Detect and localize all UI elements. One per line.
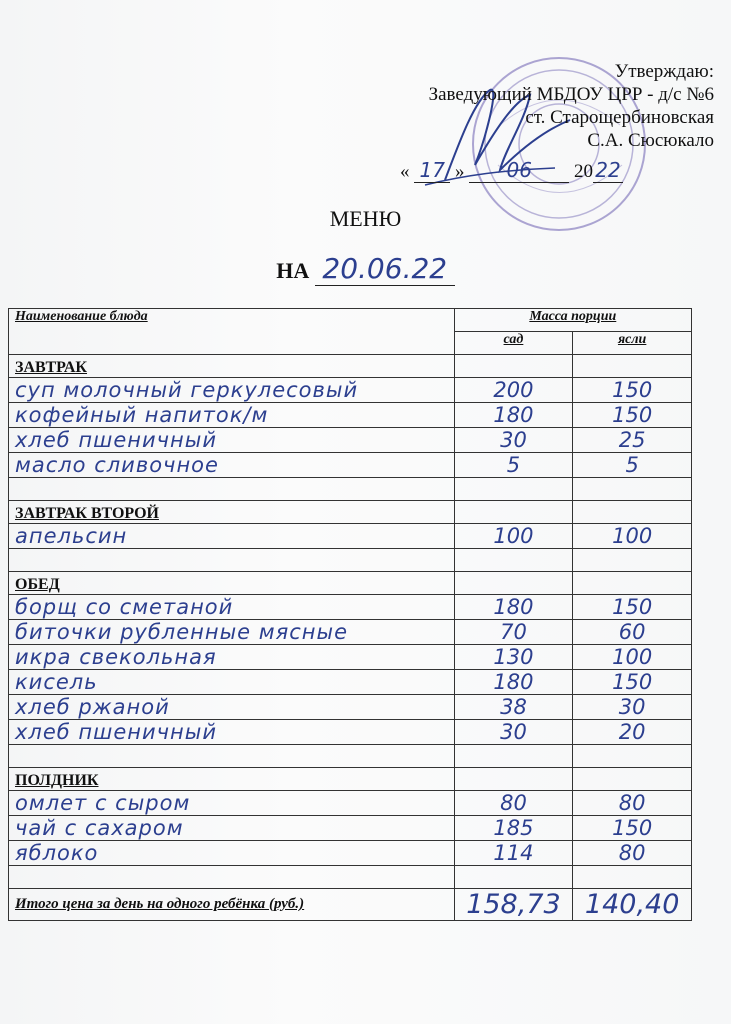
header-portion-mass: Масса порции (454, 309, 691, 332)
empty-cell (454, 866, 573, 889)
dish-name: биточки рубленные мясные (9, 620, 455, 645)
empty-cell (573, 355, 692, 378)
dish-row (9, 791, 692, 816)
dish-row (9, 453, 692, 478)
dish-row (9, 695, 692, 720)
approval-year-prefix: 20 (574, 161, 593, 182)
dish-mass-yasli: 80 (573, 791, 692, 816)
dish-name: масло сливочное (9, 453, 455, 478)
date-quote-close: » (455, 161, 465, 182)
header-yasli: ясли (573, 332, 692, 355)
dish-mass-yasli: 20 (573, 720, 692, 745)
empty-cell (9, 745, 455, 768)
blank-row (9, 745, 692, 768)
empty-cell (454, 745, 573, 768)
dish-row (9, 720, 692, 745)
dish-mass-sad: 80 (454, 791, 573, 816)
dish-mass-yasli: 30 (573, 695, 692, 720)
dish-row (9, 620, 692, 645)
dish-mass-yasli: 5 (573, 453, 692, 478)
menu-date-label: НА (276, 258, 310, 283)
dish-mass-sad: 180 (454, 403, 573, 428)
total-label: Итого цена за день на одного ребёнка (руб.) (9, 889, 455, 921)
empty-cell (573, 501, 692, 524)
blank-row (9, 549, 692, 572)
total-sad: 158,73 (454, 889, 573, 921)
menu-table-body (9, 355, 692, 889)
dish-mass-sad: 5 (454, 453, 573, 478)
approval-day: 17 (414, 158, 450, 183)
total-row (9, 889, 692, 921)
section-title: ПОЛДНИК (9, 768, 455, 791)
dish-mass-yasli: 150 (573, 378, 692, 403)
section-row (9, 572, 692, 595)
dish-mass-sad: 70 (454, 620, 573, 645)
dish-name: хлеб ржаной (9, 695, 455, 720)
dish-mass-sad: 114 (454, 841, 573, 866)
dish-name: кофейный напиток/м (9, 403, 455, 428)
approval-block (429, 60, 714, 152)
approval-date (400, 158, 623, 183)
page-title: МЕНЮ (329, 206, 402, 231)
dish-mass-yasli: 25 (573, 428, 692, 453)
dish-row (9, 841, 692, 866)
dish-mass-yasli: 100 (573, 524, 692, 549)
dish-mass-sad: 180 (454, 595, 573, 620)
dish-mass-yasli: 150 (573, 403, 692, 428)
dish-row (9, 378, 692, 403)
header-sad: сад (454, 332, 573, 355)
empty-cell (454, 549, 573, 572)
approval-line-2: Заведующий МБДОУ ЦРР - д/с №6 (428, 84, 714, 105)
menu-date-line (0, 252, 731, 286)
date-quote-open: « (400, 161, 410, 182)
dish-row (9, 524, 692, 549)
empty-cell (573, 572, 692, 595)
dish-mass-sad: 38 (454, 695, 573, 720)
dish-name: омлет с сыром (9, 791, 455, 816)
section-title: ЗАВТРАК (9, 355, 455, 378)
section-row (9, 355, 692, 378)
section-row (9, 501, 692, 524)
dish-mass-sad: 30 (454, 428, 573, 453)
section-row (9, 768, 692, 791)
dish-row (9, 595, 692, 620)
empty-cell (573, 549, 692, 572)
empty-cell (454, 572, 573, 595)
dish-row (9, 670, 692, 695)
empty-cell (454, 355, 573, 378)
empty-cell (573, 768, 692, 791)
empty-cell (9, 478, 455, 501)
dish-mass-sad: 130 (454, 645, 573, 670)
dish-mass-yasli: 60 (573, 620, 692, 645)
empty-cell (573, 745, 692, 768)
menu-table (8, 308, 692, 921)
section-title: ЗАВТРАК ВТОРОЙ (9, 501, 455, 524)
dish-mass-sad: 100 (454, 524, 573, 549)
empty-cell (454, 501, 573, 524)
total-yasli: 140,40 (573, 889, 692, 921)
approval-month: 06 (469, 158, 569, 183)
dish-mass-yasli: 150 (573, 816, 692, 841)
dish-row (9, 403, 692, 428)
empty-cell (573, 478, 692, 501)
approval-line-3: ст. Старощербиновская (525, 107, 714, 128)
dish-mass-sad: 200 (454, 378, 573, 403)
approval-line-1: Утверждаю: (614, 61, 714, 82)
dish-row (9, 645, 692, 670)
menu-date-value: 20.06.22 (315, 252, 455, 286)
empty-cell (454, 478, 573, 501)
dish-name: яблоко (9, 841, 455, 866)
header-dish-name: Наименование блюда (9, 309, 455, 355)
empty-cell (9, 866, 455, 889)
dish-name: апельсин (9, 524, 455, 549)
dish-name: суп молочный геркулесовый (9, 378, 455, 403)
dish-name: кисель (9, 670, 455, 695)
dish-row (9, 816, 692, 841)
dish-name: борщ со сметаной (9, 595, 455, 620)
dish-mass-sad: 30 (454, 720, 573, 745)
dish-name: хлеб пшеничный (9, 720, 455, 745)
blank-row (9, 866, 692, 889)
dish-mass-yasli: 100 (573, 645, 692, 670)
dish-mass-yasli: 150 (573, 670, 692, 695)
empty-cell (9, 549, 455, 572)
empty-cell (573, 866, 692, 889)
dish-mass-sad: 180 (454, 670, 573, 695)
dish-name: чай с сахаром (9, 816, 455, 841)
dish-name: икра свекольная (9, 645, 455, 670)
dish-name: хлеб пшеничный (9, 428, 455, 453)
dish-mass-yasli: 150 (573, 595, 692, 620)
dish-mass-yasli: 80 (573, 841, 692, 866)
dish-row (9, 428, 692, 453)
empty-cell (454, 768, 573, 791)
section-title: ОБЕД (9, 572, 455, 595)
approval-line-4: С.А. Сюсюкало (587, 130, 714, 151)
blank-row (9, 478, 692, 501)
approval-year: 22 (593, 158, 623, 183)
dish-mass-sad: 185 (454, 816, 573, 841)
